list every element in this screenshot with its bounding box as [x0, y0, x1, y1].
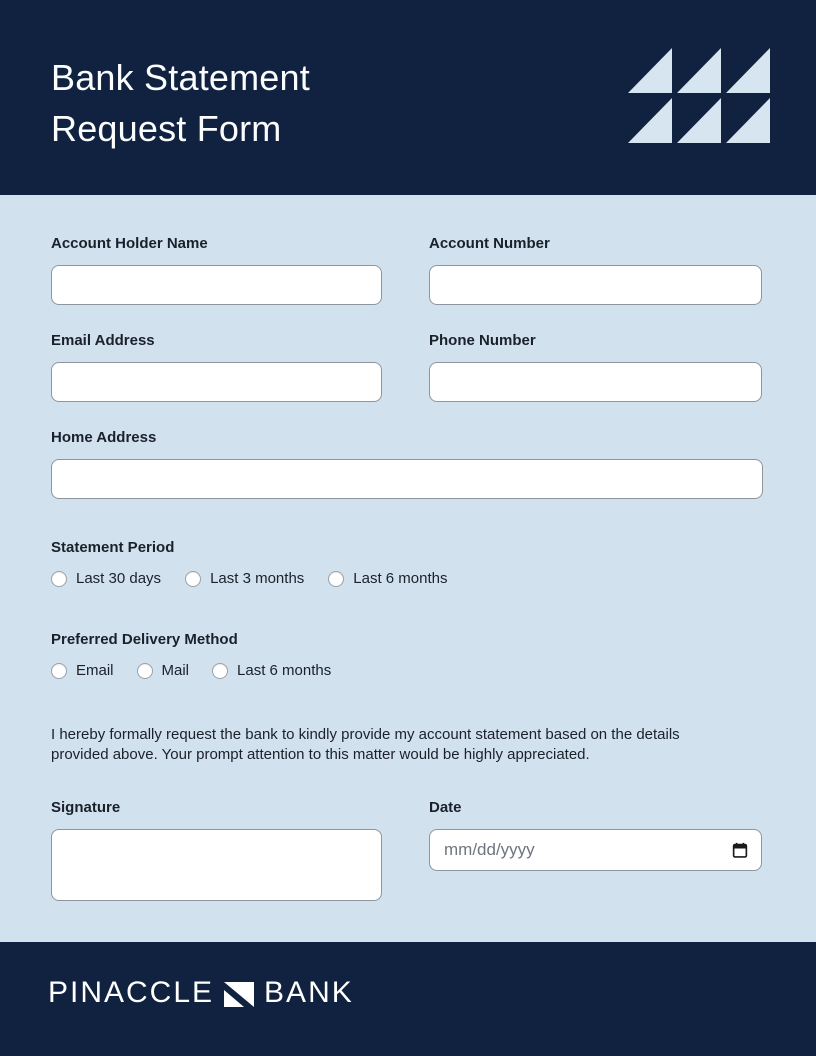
signature-field-group [51, 799, 382, 906]
account-number-label: Account Number [429, 235, 550, 252]
form-row-2 [51, 332, 763, 402]
radio-circle-icon[interactable] [51, 663, 67, 679]
statement-period-label: Statement Period [51, 539, 175, 556]
radio-circle-icon[interactable] [328, 571, 344, 587]
email-field-group [51, 332, 382, 402]
radio-circle-icon[interactable] [51, 571, 67, 587]
footer-brand [48, 978, 354, 1008]
date-input[interactable] [429, 829, 762, 871]
home-address-label: Home Address [51, 429, 157, 446]
account-holder-label: Account Holder Name [51, 235, 208, 252]
phone-label: Phone Number [429, 332, 536, 349]
date-label: Date [429, 799, 462, 816]
delivery-method-group [51, 631, 763, 679]
page-title-line2: Request Form [51, 108, 282, 149]
calendar-icon[interactable] [731, 841, 749, 859]
logo-triangle-icon [677, 98, 721, 143]
radio-circle-icon[interactable] [212, 663, 228, 679]
statement-period-options [51, 570, 763, 587]
radio-label: Last 6 months [353, 570, 448, 587]
page-footer [0, 942, 816, 1056]
bank-logo [628, 48, 770, 143]
delivery-method-label: Preferred Delivery Method [51, 631, 238, 648]
logo-triangle-icon [628, 48, 672, 93]
radio-delivery-mail[interactable] [137, 662, 190, 679]
radio-circle-icon[interactable] [137, 663, 153, 679]
phone-input[interactable] [429, 362, 762, 402]
email-input[interactable] [51, 362, 382, 402]
delivery-method-options [51, 662, 763, 679]
account-number-field [429, 235, 762, 305]
signature-input[interactable] [51, 829, 382, 901]
radio-label: Last 6 months [237, 662, 332, 679]
radio-label: Last 3 months [210, 570, 305, 587]
account-holder-field [51, 235, 382, 305]
form-row-1 [51, 235, 763, 305]
home-address-field [51, 429, 763, 499]
radio-delivery-last-6-months[interactable] [212, 662, 331, 679]
signature-label: Signature [51, 799, 121, 816]
date-input-wrap [429, 829, 762, 871]
page-title [51, 52, 310, 154]
brand-triangle-icon [224, 982, 254, 1007]
date-field-group [429, 799, 762, 906]
account-holder-input[interactable] [51, 265, 382, 305]
logo-triangle-icon [726, 48, 770, 93]
declaration-text: I hereby formally request the bank to kindly provide my account statement based on the details provided above. Your prompt attention to this matter would be highly appreciated. [51, 726, 680, 763]
phone-field-group [429, 332, 762, 402]
brand-name-left: PINACCLE [48, 976, 215, 1009]
logo-triangle-icon [677, 48, 721, 93]
logo-triangle-icon [628, 98, 672, 143]
radio-circle-icon[interactable] [185, 571, 201, 587]
statement-period-group [51, 539, 763, 587]
brand-name-right: BANK [264, 976, 354, 1009]
radio-label: Mail [161, 662, 190, 679]
email-label: Email Address [51, 332, 155, 349]
radio-last-3-months[interactable] [185, 570, 304, 587]
signature-date-row [51, 799, 763, 906]
page-header [0, 0, 816, 195]
form-body [0, 195, 816, 942]
radio-last-6-months[interactable] [328, 570, 447, 587]
radio-label: Email [76, 662, 114, 679]
logo-triangle-icon [726, 98, 770, 143]
radio-label: Last 30 days [76, 570, 162, 587]
radio-last-30-days[interactable] [51, 570, 161, 587]
home-address-input[interactable] [51, 459, 763, 499]
account-number-input[interactable] [429, 265, 762, 305]
radio-delivery-email[interactable] [51, 662, 114, 679]
page-title-line1: Bank Statement [51, 57, 310, 98]
